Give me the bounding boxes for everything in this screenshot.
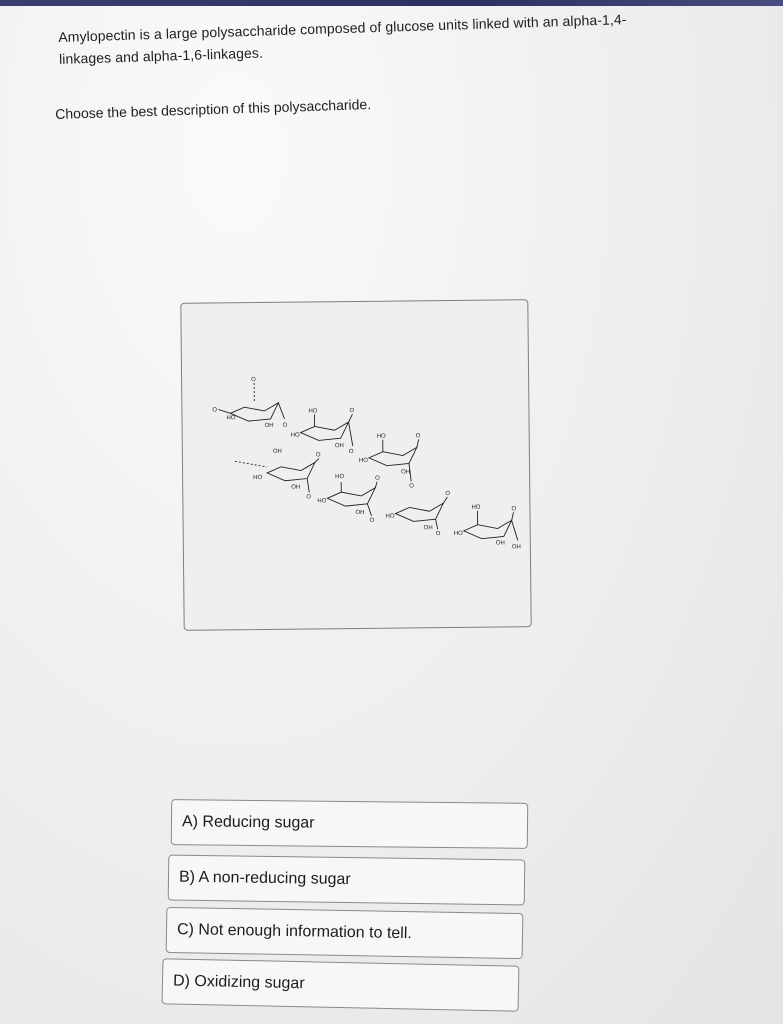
structure-label-oh: OH [355, 509, 365, 517]
amylopectin-structure-figure [180, 299, 531, 631]
structure-label-ho: HO [471, 504, 481, 511]
structure-label-o: O [251, 377, 256, 384]
structure-label-oh: OH [401, 469, 411, 476]
structure-label-ho: HO [358, 457, 368, 464]
structure-label-o: O [415, 433, 421, 440]
structure-label-o: O [445, 491, 451, 498]
question-line-1: Amylopectin is a large polysaccharide composed of glucose units linked with an alpha-1,4- [58, 11, 627, 45]
structure-label-o: O [349, 408, 355, 415]
structure-label-oh: OH [495, 540, 505, 547]
structure-label-ho: HO [376, 433, 386, 440]
top-bar [0, 0, 783, 6]
structure-label-o: O [375, 475, 380, 482]
structure-label-oh: OH [334, 443, 344, 450]
structure-label-ho: HO [290, 432, 300, 439]
structure-label-ho: HO [226, 415, 236, 422]
structure-label-oh: OH [511, 544, 521, 551]
structure-label-ho: HO [385, 513, 395, 520]
structure-label-o: O [435, 531, 441, 538]
option-a-button[interactable]: A) Reducing sugar [171, 799, 528, 849]
structure-label-oh: OH [291, 484, 301, 491]
structure-label-oh: OH [264, 422, 274, 429]
structure-label-ho: HO [453, 530, 463, 537]
structure-label-o: O [409, 483, 414, 490]
structure-label-o: O [212, 407, 218, 414]
structure-label-ho: HO [317, 498, 327, 505]
structure-label-o: O [511, 506, 517, 513]
question-prompt: Choose the best description of this polysaccharide. [55, 96, 372, 122]
option-b-button[interactable]: B) A non-reducing sugar [168, 855, 526, 906]
question-line-2: linkages and alpha-1,6-linkages. [58, 44, 264, 67]
structure-label-o: O [315, 452, 321, 459]
option-d-button[interactable]: D) Oxidizing sugar [162, 958, 520, 1011]
structure-label-o: O [348, 449, 354, 456]
structure-label-oh: OH [272, 448, 282, 455]
structure-label-ho: HO [308, 408, 318, 415]
structure-label-o: O [369, 517, 375, 524]
question-text [58, 6, 699, 70]
option-c-button[interactable]: C) Not enough information to tell. [166, 907, 524, 959]
structure-label-oh: OH [423, 525, 433, 532]
structure-label-ho: HO [335, 474, 345, 481]
structure-label-o: O [282, 422, 288, 429]
structure-label-o: O [306, 494, 312, 501]
amylopectin-structure-drawing [181, 300, 532, 632]
structure-label-ho: HO [253, 474, 263, 482]
